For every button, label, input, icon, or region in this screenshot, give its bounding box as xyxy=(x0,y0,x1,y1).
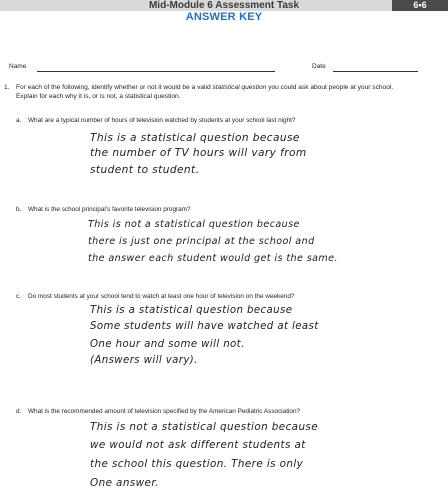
question-text: For each of the following, identify whether or not it would be a valid statistical question you could ask about people at your school. Explain for each why it is, or is not, a statistical question. xyxy=(16,84,394,100)
part-prompt: What are a typical number of hours of television watched by students at your school last night? xyxy=(28,117,296,124)
answer-line: the answer each student would get is the same. xyxy=(88,253,338,264)
part-letter: a. xyxy=(16,117,22,124)
name-field[interactable] xyxy=(37,71,275,72)
answer-line: One answer. xyxy=(90,477,159,489)
part-letter: d. xyxy=(16,408,22,415)
answer-line: This is a statistical question because xyxy=(90,305,293,316)
statistical-question-term: statistical question xyxy=(212,84,267,91)
name-label: Name xyxy=(9,63,27,70)
part-prompt: What is the recommended amount of television specified by the American Pediatric Association? xyxy=(28,408,301,415)
answer-line: This is a statistical question because xyxy=(90,132,300,144)
part-prompt: What is the school principal’s favorite television program? xyxy=(28,206,191,213)
date-field[interactable] xyxy=(333,71,418,72)
answer-key-heading: ANSWER KEY xyxy=(185,11,263,23)
part-letter: b. xyxy=(16,206,22,213)
answer-line: (Answers will vary). xyxy=(90,355,198,366)
answer-line: Some students will have watched at least xyxy=(90,321,319,332)
grade-module-badge: 6•6 xyxy=(392,0,448,11)
date-label: Date xyxy=(312,63,326,70)
question-number: 1. xyxy=(4,84,10,91)
answer-line: This is not a statistical question because xyxy=(90,421,319,433)
answer-line: the school this question. There is only xyxy=(90,458,304,470)
header-title: Mid-Module 6 Assessment Task xyxy=(148,0,300,11)
answer-line: student to student. xyxy=(90,164,200,176)
answer-line: the number of TV hours will vary from xyxy=(90,147,307,159)
answer-line: there is just one principal at the school and xyxy=(88,236,315,247)
answer-line: This is not a statistical question because xyxy=(88,219,300,230)
part-prompt: Do most students at your school tend to watch at least one hour of television on the weekend? xyxy=(28,293,295,300)
answer-line: we would not ask different students at xyxy=(90,439,306,451)
answer-line: One hour and some will not. xyxy=(90,339,245,350)
part-letter: c. xyxy=(16,293,21,300)
